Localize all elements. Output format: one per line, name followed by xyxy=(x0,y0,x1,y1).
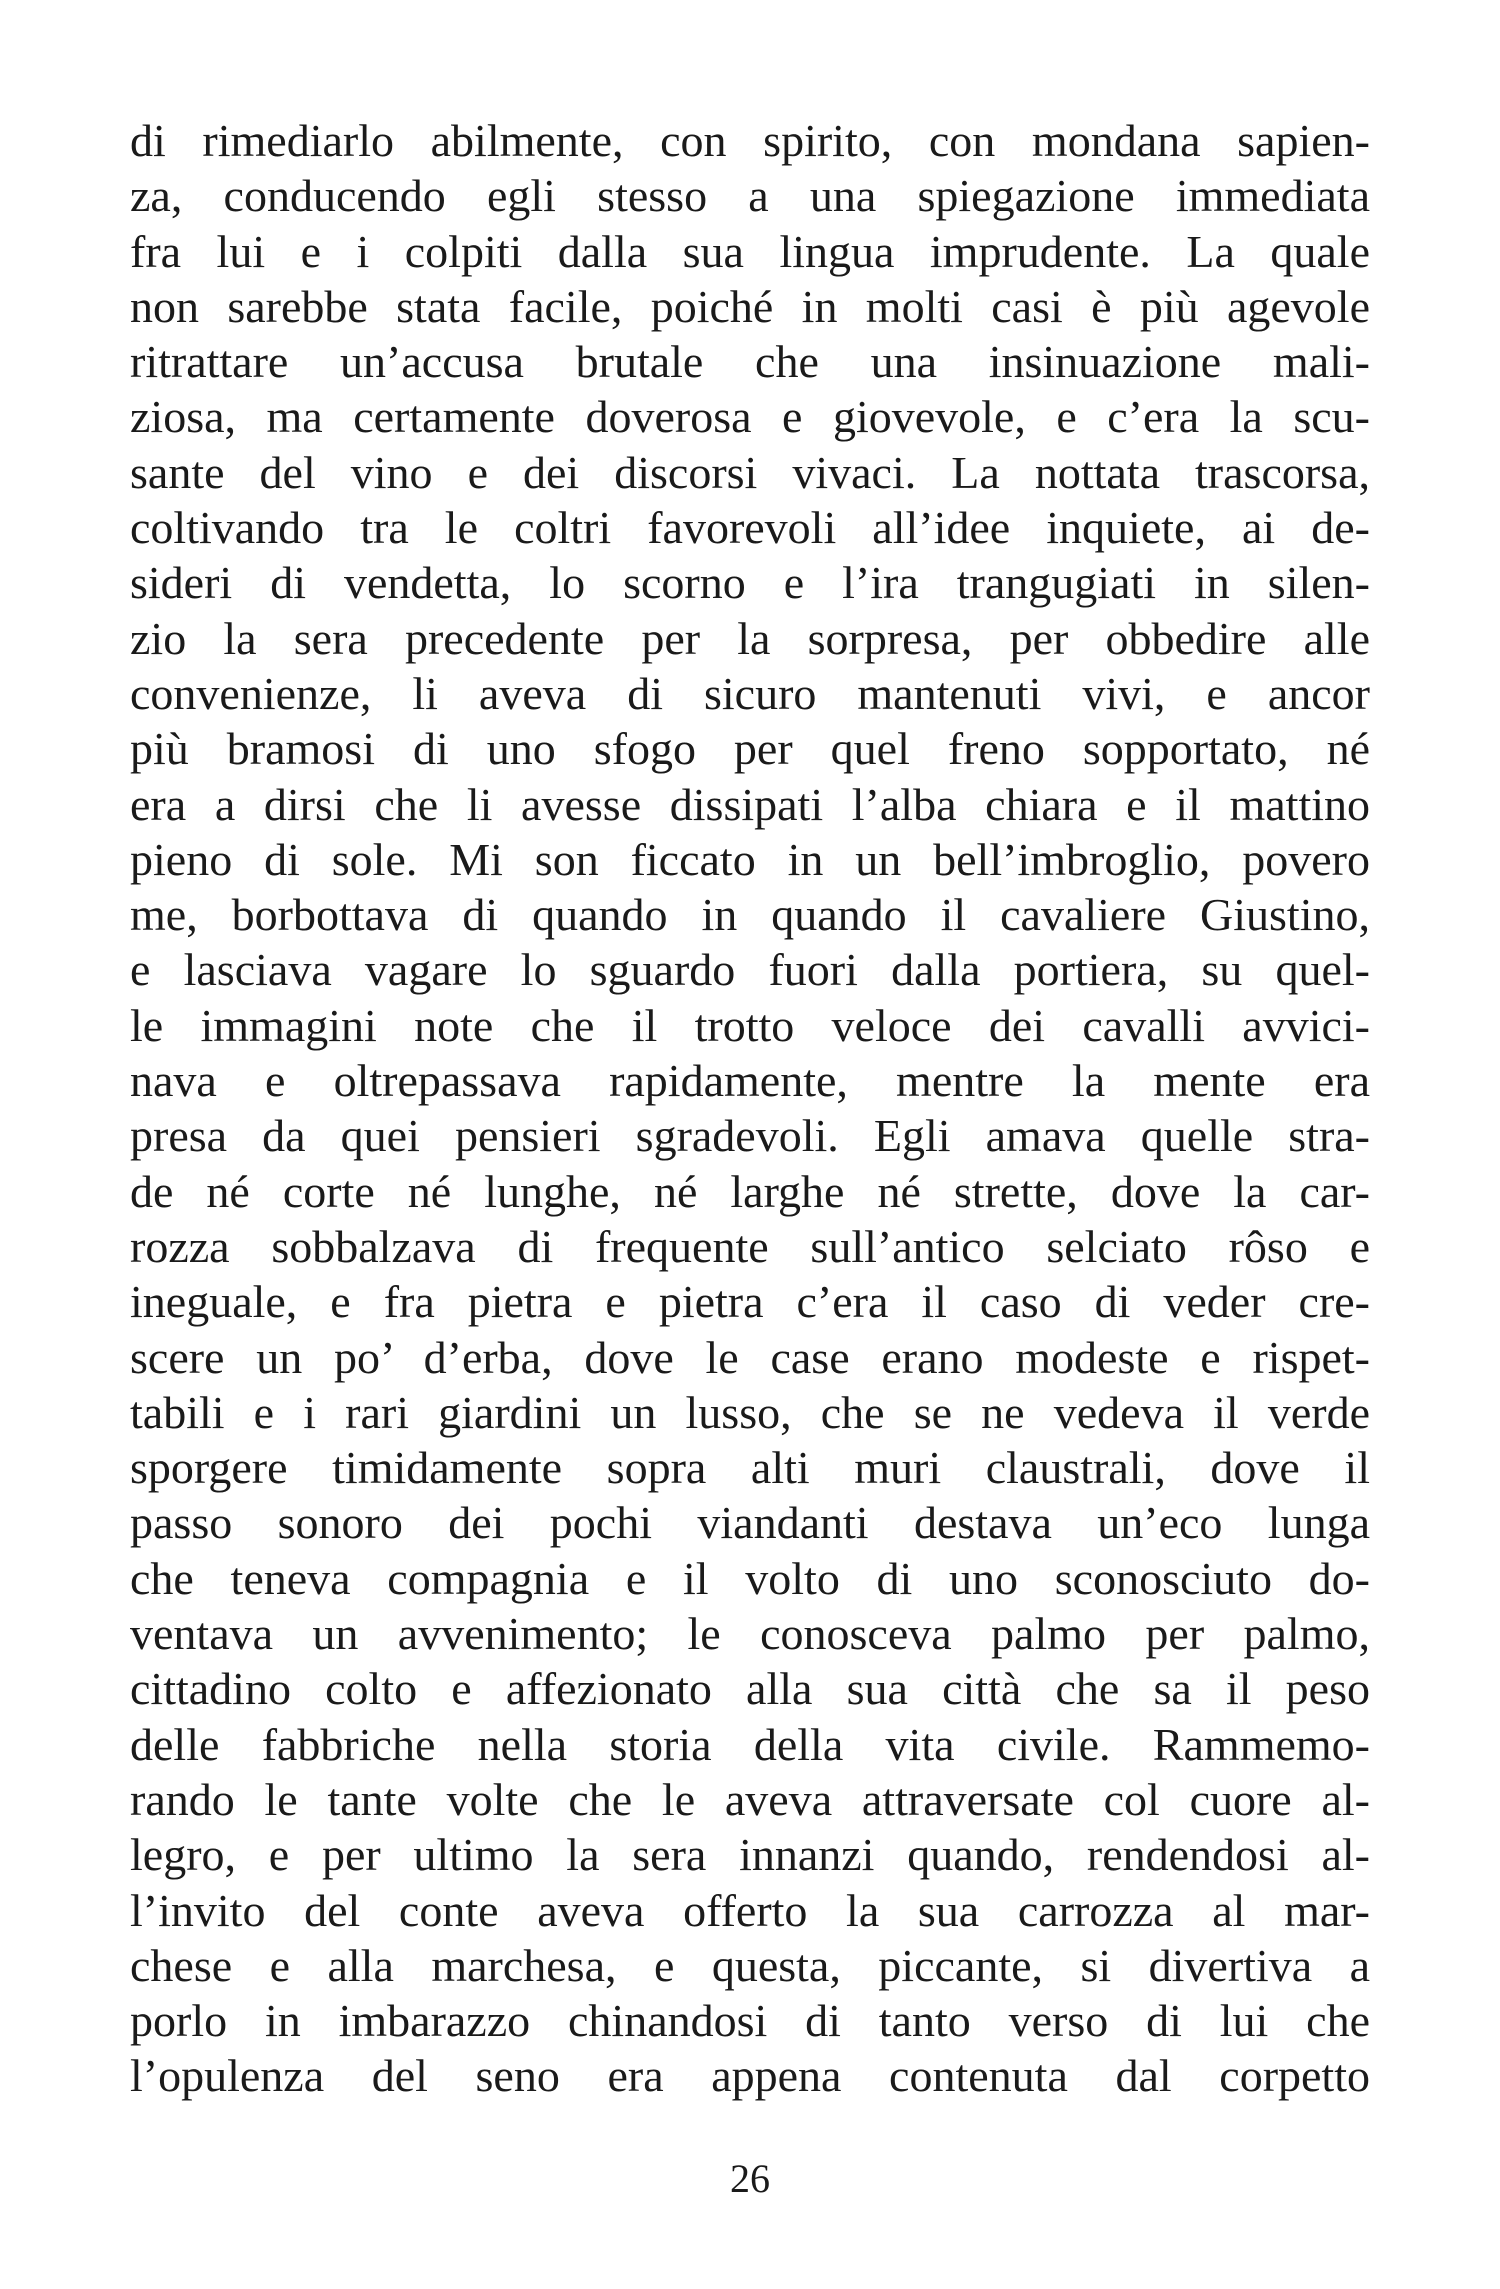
text-line: nava e oltrepassava rapidamente, mentre la mente era xyxy=(130,1055,1370,1107)
body-text xyxy=(130,113,1370,2104)
text-line: ventava un avvenimento; le conosceva palmo per palmo, xyxy=(130,1608,1370,1660)
text-line: convenienze, li aveva di sicuro mantenuti vivi, e ancor xyxy=(130,667,1370,719)
text-line: che teneva compagnia e il volto di uno sconosciuto do- xyxy=(130,1552,1370,1604)
text-line: de né corte né lunghe, né larghe né strette, dove la car- xyxy=(130,1165,1370,1217)
text-line: l’invito del conte aveva offerto la sua carrozza al mar- xyxy=(130,1884,1370,1936)
text-line: passo sonoro dei pochi viandanti destava un’eco lunga xyxy=(130,1497,1370,1549)
text-line: me, borbottava di quando in quando il cavaliere Giustino, xyxy=(130,889,1370,941)
text-line: coltivando tra le coltri favorevoli all’idee inquiete, ai de- xyxy=(130,502,1370,554)
text-line: ineguale, e fra pietra e pietra c’era il caso di veder cre- xyxy=(130,1276,1370,1328)
text-line: non sarebbe stata facile, poiché in molti casi è più agevole xyxy=(130,280,1370,332)
text-line: zio la sera precedente per la sorpresa, per obbedire alle xyxy=(130,612,1370,664)
text-line: rando le tante volte che le aveva attraversate col cuore al- xyxy=(130,1773,1370,1825)
text-line: tabili e i rari giardini un lusso, che se ne vedeva il verde xyxy=(130,1386,1370,1438)
text-line: legro, e per ultimo la sera innanzi quando, rendendosi al- xyxy=(130,1829,1370,1881)
text-line: za, conducendo egli stesso a una spiegazione immediata xyxy=(130,170,1370,222)
page-number: 26 xyxy=(730,2156,770,2201)
text-line: porlo in imbarazzo chinandosi di tanto verso di lui che xyxy=(130,1995,1370,2047)
text-line: le immagini note che il trotto veloce dei cavalli avvici- xyxy=(130,999,1370,1051)
text-line: era a dirsi che li avesse dissipati l’alba chiara e il mattino xyxy=(130,778,1370,830)
text-line: e lasciava vagare lo sguardo fuori dalla portiera, su quel- xyxy=(130,944,1370,996)
text-line: l’opulenza del seno era appena contenuta dal corpetto xyxy=(130,2050,1370,2102)
text-line: sporgere timidamente sopra alti muri claustrali, dove il xyxy=(130,1442,1370,1494)
text-line: sideri di vendetta, lo scorno e l’ira trangugiati in silen- xyxy=(130,557,1370,609)
text-line: di rimediarlo abilmente, con spirito, con mondana sapien- xyxy=(130,115,1370,166)
text-line: chese e alla marchesa, e questa, piccante, si divertiva a xyxy=(130,1939,1370,1991)
text-line: fra lui e i colpiti dalla sua lingua imprudente. La quale xyxy=(130,225,1370,277)
text-line: delle fabbriche nella storia della vita civile. Rammemo- xyxy=(130,1718,1370,1770)
text-line: ziosa, ma certamente doverosa e giovevole, e c’era la scu- xyxy=(130,391,1370,443)
text-line: rozza sobbalzava di frequente sull’antico selciato rôso e xyxy=(130,1220,1370,1272)
text-line: ritrattare un’accusa brutale che una insinuazione mali- xyxy=(130,336,1370,388)
text-line: scere un po’ d’erba, dove le case erano modeste e rispet- xyxy=(130,1331,1370,1383)
text-line: più bramosi di uno sfogo per quel freno sopportato, né xyxy=(130,723,1370,775)
text-line: sante del vino e dei discorsi vivaci. La nottata trascorsa, xyxy=(130,446,1370,498)
text-line: presa da quei pensieri sgradevoli. Egli amava quelle stra- xyxy=(130,1110,1370,1162)
text-line: cittadino colto e affezionato alla sua città che sa il peso xyxy=(130,1663,1370,1715)
text-line: pieno di sole. Mi son ficcato in un bell’imbroglio, povero xyxy=(130,833,1370,885)
